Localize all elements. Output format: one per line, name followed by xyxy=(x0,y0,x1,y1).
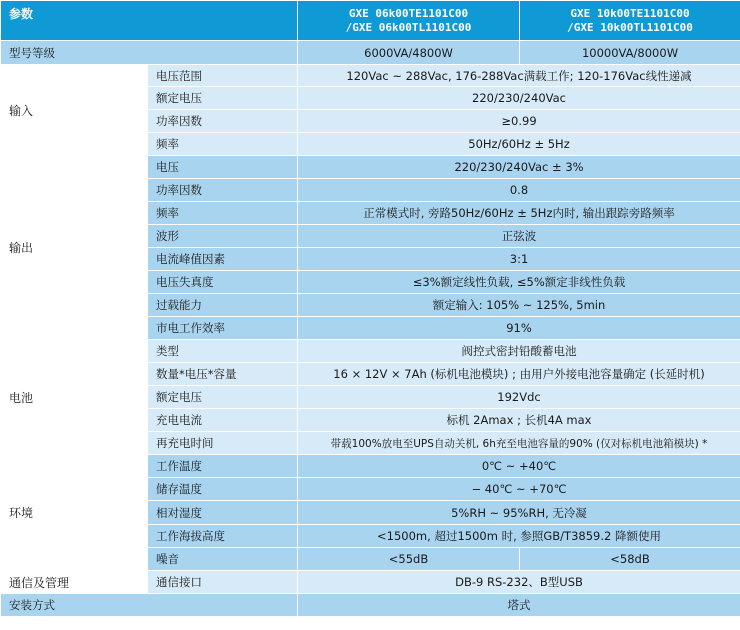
output-category: 输出 xyxy=(1,156,148,340)
install-label: 安装方式 xyxy=(1,594,298,617)
environment-row xyxy=(1,455,740,478)
row-label: 噪音 xyxy=(148,548,298,571)
rating-label: 型号等级 xyxy=(1,41,298,65)
row-value: 220/230/240Vac xyxy=(298,87,740,110)
row-label: 波形 xyxy=(148,225,298,248)
input-row xyxy=(1,65,740,87)
row-value: 额定输入: 105% ~ 125%, 5min xyxy=(298,294,740,317)
row-value: 3:1 xyxy=(298,248,740,271)
row-value: DB-9 RS-232、B型USB xyxy=(298,571,740,594)
battery-row xyxy=(1,340,740,363)
model-a-name: GXE 06k00TE1101C00 xyxy=(348,6,469,20)
row-value: 0℃ ~ +40℃ xyxy=(298,455,740,478)
row-value: 带载100%放电至UPS自动关机, 6h充至电池容量的90% (仅对标机电池箱模块) * xyxy=(298,432,740,455)
row-value: ≥0.99 xyxy=(298,110,740,133)
row-label: 工作温度 xyxy=(148,455,298,478)
row-label: 过载能力 xyxy=(148,294,298,317)
model-b-header xyxy=(520,1,740,41)
comm-row xyxy=(1,571,740,594)
row-value: 16 × 12V × 7Ah (标机电池模块) ; 由用户外接电池容量确定 (长延时机) xyxy=(298,363,740,386)
noise-value-b: <58dB xyxy=(520,548,740,571)
row-label: 再充电时间 xyxy=(148,432,298,455)
row-value: 220/230/240Vac ± 3% xyxy=(298,156,740,179)
row-label: 电压范围 xyxy=(148,65,298,87)
row-label: 相对湿度 xyxy=(148,501,298,525)
battery-category: 电池 xyxy=(1,340,148,455)
row-label: 工作海拔高度 xyxy=(148,525,298,548)
row-value: 192Vdc xyxy=(298,386,740,409)
rating-value-b: 10000VA/8000W xyxy=(520,41,740,65)
input-category: 输入 xyxy=(1,65,148,156)
row-label: 储存温度 xyxy=(148,478,298,501)
row-value: 阀控式密封铅酸蓄电池 xyxy=(298,340,740,363)
header-row xyxy=(1,1,740,41)
row-value: <1500m, 超过1500m 时, 参照GB/T3859.2 降额使用 xyxy=(298,525,740,548)
row-label: 额定电压 xyxy=(148,386,298,409)
row-label: 电流峰值因素 xyxy=(148,248,298,271)
model-b-name: GXE 10k00TE1101C00 xyxy=(570,6,690,20)
row-label: 额定电压 xyxy=(148,87,298,110)
row-value: 50Hz/60Hz ± 5Hz xyxy=(298,133,740,156)
rating-row xyxy=(1,41,740,65)
install-value: 塔式 xyxy=(298,594,740,617)
environment-category: 环境 xyxy=(1,455,148,571)
model-a-header xyxy=(298,1,520,41)
row-label: 频率 xyxy=(148,133,298,156)
row-label: 电压失真度 xyxy=(148,271,298,294)
model-a-name-alt: /GXE 06k00TL1101C00 xyxy=(345,20,472,34)
row-value: 正弦波 xyxy=(298,225,740,248)
row-label: 电压 xyxy=(148,156,298,179)
row-value: 0.8 xyxy=(298,179,740,202)
row-value: 91% xyxy=(298,317,740,340)
model-b-name-alt: /GXE 10k00TL1101C00 xyxy=(567,20,693,34)
row-value: − 40℃ ~ +70℃ xyxy=(298,478,740,501)
row-label: 功率因数 xyxy=(148,179,298,202)
row-label: 通信接口 xyxy=(148,571,298,594)
rating-value-a: 6000VA/4800W xyxy=(298,41,520,65)
param-header: 参数 xyxy=(1,1,298,41)
row-value: 5%RH ~ 95%RH, 无冷凝 xyxy=(298,501,740,525)
row-label: 功率因数 xyxy=(148,110,298,133)
row-value: 正常模式时, 旁路50Hz/60Hz ± 5Hz内时, 输出跟踪旁路频率 xyxy=(298,202,740,225)
noise-value-a: <55dB xyxy=(298,548,520,571)
row-label: 类型 xyxy=(148,340,298,363)
row-value: ≤3%额定线性负载, ≤5%额定非线性负载 xyxy=(298,271,740,294)
row-value: 标机 2Amax ; 长机4A max xyxy=(298,409,740,432)
row-value: 120Vac ~ 288Vac, 176-288Vac满载工作; 120-176Vac线性递减 xyxy=(298,65,740,87)
row-label: 频率 xyxy=(148,202,298,225)
install-row xyxy=(1,594,740,617)
row-label: 市电工作效率 xyxy=(148,317,298,340)
row-label: 充电电流 xyxy=(148,409,298,432)
output-row xyxy=(1,156,740,179)
comm-category: 通信及管理 xyxy=(1,571,148,594)
row-label: 数量*电压*容量 xyxy=(148,363,298,386)
